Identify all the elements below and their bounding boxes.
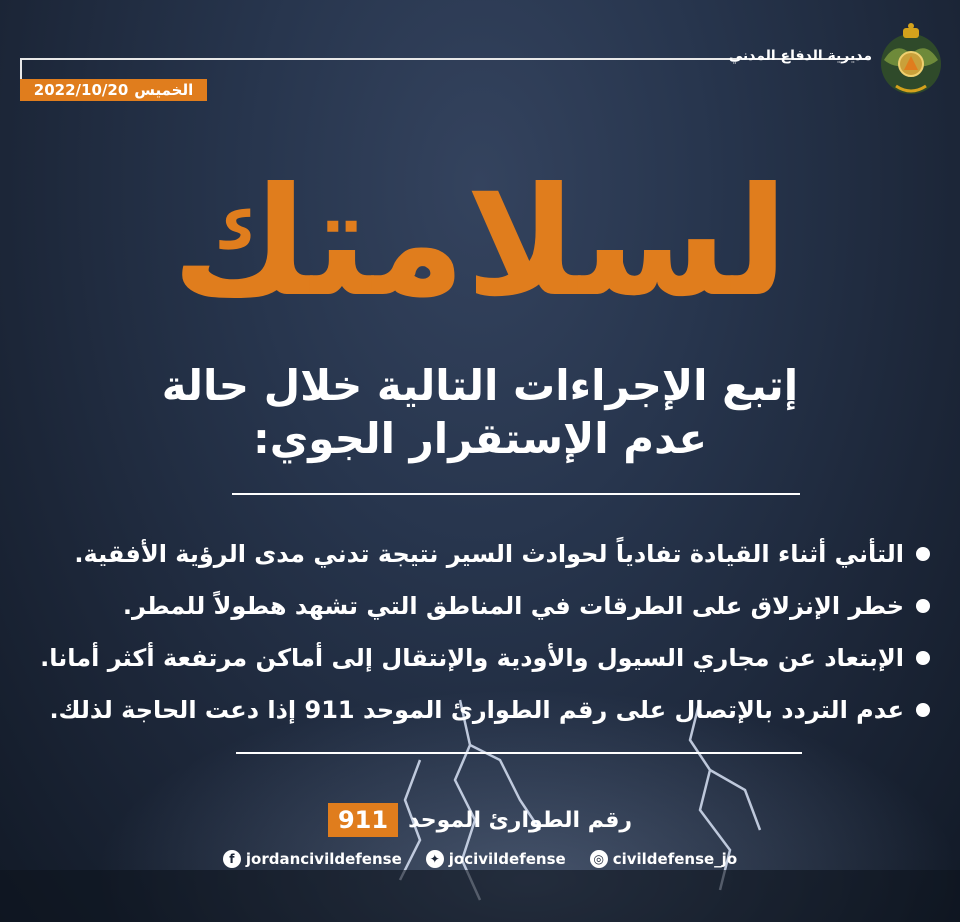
list-item-text: الإبتعاد عن مجاري السيول والأودية والإنتقال إلى أماكن مرتفعة أكثر أمانا.	[40, 644, 904, 672]
divider-bottom	[236, 752, 802, 754]
date-badge	[20, 79, 207, 101]
subtitle-line-2: عدم الإستقرار الجوي:	[252, 413, 708, 463]
subtitle-line-1: إتبع الإجراءات التالية خلال حالة	[161, 361, 799, 410]
social-handle: jocivildefense	[448, 850, 566, 868]
instagram-icon: ◎	[590, 850, 608, 868]
social-handle: jordancivildefense	[245, 850, 402, 868]
emergency-number-line	[0, 803, 960, 837]
social-links	[0, 850, 960, 868]
list-item-text: خطر الإنزلاق على الطرقات في المناطق التي تشهد هطولاً للمطر.	[122, 592, 904, 620]
bullet-dot-icon	[916, 703, 930, 717]
emergency-label: رقم الطوارئ الموحد	[408, 807, 633, 833]
emergency-number: 911	[328, 803, 398, 837]
list-item	[30, 684, 930, 736]
social-facebook[interactable]	[223, 850, 402, 868]
date-day: الخميس	[134, 81, 194, 99]
bullet-dot-icon	[916, 599, 930, 613]
social-twitter[interactable]	[426, 850, 566, 868]
list-item	[30, 632, 930, 684]
subtitle	[0, 360, 960, 465]
facebook-icon: f	[223, 850, 241, 868]
civil-defense-emblem-icon	[876, 20, 946, 98]
list-item	[30, 580, 930, 632]
twitter-icon: ✦	[426, 850, 444, 868]
headline: لسلامتك	[171, 156, 789, 330]
social-instagram[interactable]	[590, 850, 737, 868]
list-item-text: عدم التردد بالإتصال على رقم الطوارئ الموحد 911 إذا دعت الحاجة لذلك.	[49, 696, 904, 724]
instructions-list	[30, 528, 930, 736]
bullet-dot-icon	[916, 547, 930, 561]
date-value: 2022/10/20	[33, 81, 129, 99]
list-item-text: التأني أثناء القيادة تفادياً لحوادث السير نتيجة تدني مدى الرؤية الأفقية.	[74, 540, 904, 568]
bullet-dot-icon	[916, 651, 930, 665]
frame-line-left	[20, 58, 22, 80]
org-name: مديرية الدفاع المدني	[728, 48, 872, 64]
social-handle: civildefense_jo	[612, 850, 738, 868]
divider-top	[232, 493, 800, 495]
list-item	[30, 528, 930, 580]
